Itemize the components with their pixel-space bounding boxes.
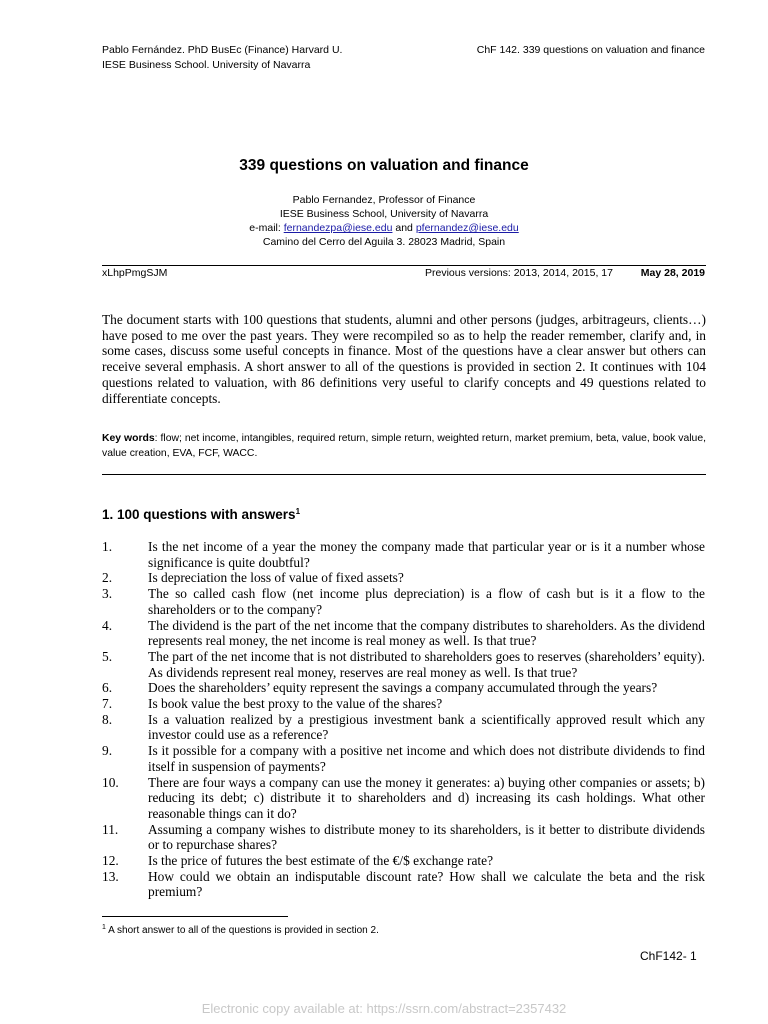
question-item	[102, 539, 705, 570]
question-number: 13.	[102, 868, 119, 884]
question-text: Is it possible for a company with a positive net income and which does not distribute dividends to find itself in suspension of payments?	[148, 743, 705, 774]
question-number: 1.	[102, 539, 113, 554]
question-text: Does the shareholders’ equity represent the savings a company accumulated through the years?	[148, 680, 658, 696]
question-text: The so called cash flow (net income plus depreciation) is a flow of cash but is it a flow to the shareholders or to the company?	[148, 586, 705, 617]
question-text: The part of the net income that is not distributed to shareholders goes to reserves (shareholders’ equity). As dividends represent real money, reserves are real money as well. Is that true?	[148, 648, 705, 680]
section-divider	[102, 474, 706, 475]
section-title: 1. 100 questions with answers	[102, 507, 296, 522]
header-author-line: Pablo Fernández. PhD BusEc (Finance) Harvard U.	[102, 44, 343, 56]
footnote-text: A short answer to all of the questions is provided in section 2.	[105, 925, 379, 936]
question-number: 12.	[102, 853, 119, 869]
question-item	[102, 853, 705, 869]
question-text: The dividend is the part of the net income that the company distributes to shareholders. As the dividend represents real money, the net income is real money as well. Is that true?	[148, 617, 705, 649]
question-text: Is book value the best proxy to the value of the shares?	[148, 696, 443, 712]
question-item	[102, 869, 705, 900]
question-text: How could we obtain an indisputable discount rate? How shall we calculate the beta and the risk premium?	[148, 868, 705, 900]
ssrn-notice[interactable]: Electronic copy available at: https://ssrn.com/abstract=2357432	[201, 1001, 567, 1016]
question-item	[102, 696, 705, 712]
question-number: 9.	[102, 743, 113, 759]
question-item	[102, 680, 705, 696]
email-prefix: e-mail:	[249, 222, 281, 234]
question-text: There are four ways a company can use the money it generates: a) buying other companies or assets; b) reducing its debt; c) distribute it to shareholders and d) increasing its cash holdings. What other reasonable things can it do?	[148, 774, 705, 821]
question-item	[102, 743, 705, 774]
keywords	[102, 431, 706, 461]
previous-versions: Previous versions: 2013, 2014, 2015, 17	[425, 267, 613, 279]
keywords-label: Key words	[102, 433, 155, 444]
question-item	[102, 570, 705, 586]
paper-date: May 28, 2019	[640, 267, 705, 279]
author-affiliation: IESE Business School, University of Navarra	[279, 208, 489, 220]
meta-top-rule	[102, 265, 706, 266]
question-number: 11.	[102, 821, 119, 837]
author-name: Pablo Fernandez, Professor of Finance	[292, 194, 476, 206]
email-link-2[interactable]: pfernandez@iese.edu	[415, 222, 519, 234]
question-text: Is a valuation realized by a prestigious investment bank a scientifically approved result which any investor could use as a reference?	[148, 711, 705, 743]
paper-code: xLhpPmgSJM	[102, 267, 168, 279]
question-number: 7.	[102, 696, 113, 712]
question-text: Is the price of futures the best estimate of the €/$ exchange rate?	[148, 853, 494, 869]
question-number: 10.	[102, 774, 119, 790]
question-text: Is depreciation the loss of value of fixed assets?	[148, 570, 404, 586]
question-number: 5.	[102, 648, 113, 664]
paper-title: 339 questions on valuation and finance	[239, 157, 529, 174]
question-number: 6.	[102, 680, 113, 696]
question-number: 2.	[102, 570, 113, 586]
footnote-marker: 1	[102, 924, 106, 931]
author-emails	[0, 221, 768, 236]
question-number: 4.	[102, 617, 113, 633]
question-item	[102, 649, 705, 680]
keywords-text: : flow; net income, intangibles, required return, simple return, weighted return, market premium, beta, value, book value, value creation, EVA, FCF, WACC.	[102, 433, 707, 459]
question-text: Assuming a company wishes to distribute money to its shareholders, is it better to distribute dividends or to repurchase shares?	[148, 821, 705, 853]
email-link-1[interactable]: fernandezpa@iese.edu	[283, 222, 393, 234]
question-item	[102, 586, 705, 617]
footnote-rule	[102, 916, 288, 917]
question-text: Is the net income of a year the money the company made that particular year or is it a number whose significance is quite doubtful?	[148, 539, 705, 570]
running-header-title: ChF 142. 339 questions on valuation and finance	[476, 44, 705, 56]
abstract: The document starts with 100 questions that students, alumni and other persons (judges, arbitrageurs, clients…) have posed to me over the past years. They were recompiled so as to help the reader remember, clarify and, in some cases, discuss some useful concepts in finance. Most of the questions have a clear answer but others can receive several emphasis. A short answer to all of the questions is provided in section 2. It continues with 104 questions related to valuation, with 86 definitions very useful to clarify concepts and 49 questions related to differentiate concepts.	[102, 312, 706, 406]
question-item	[102, 822, 705, 853]
question-item	[102, 712, 705, 743]
author-address: Camino del Cerro del Aguila 3. 28023 Madrid, Spain	[262, 236, 506, 248]
footnote-ref-marker[interactable]: 1	[295, 507, 301, 516]
question-number: 8.	[102, 711, 113, 727]
questions-list	[102, 539, 705, 900]
section-heading	[102, 507, 300, 522]
footnote	[102, 924, 379, 936]
running-header-author	[102, 43, 342, 73]
question-item	[102, 775, 705, 822]
email-and: and	[395, 222, 413, 234]
page-number: ChF142- 1	[640, 949, 697, 963]
question-number: 3.	[102, 586, 113, 602]
question-item	[102, 618, 705, 649]
header-school-line: IESE Business School. University of Navarra	[102, 59, 311, 71]
